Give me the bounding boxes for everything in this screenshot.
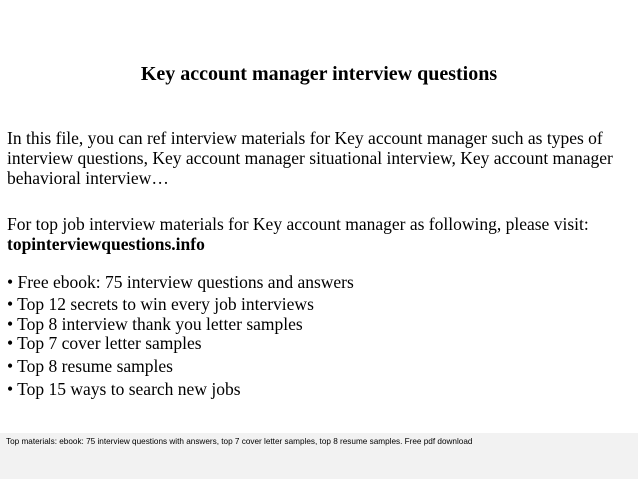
materials-list — [7, 271, 635, 400]
list-item: • Top 7 cover letter samples — [7, 333, 202, 353]
intro-paragraph: In this file, you can ref interview materials for Key account manager such as types of interview questions, Key account manager situational interview, Key account manager behavioral interview… — [7, 128, 613, 188]
list-item: • Top 8 interview thank you letter samples — [7, 314, 303, 334]
visit-text: For top job interview materials for Key account manager as following, please visit: — [7, 214, 589, 234]
list-item: • Top 12 secrets to win every job interviews — [7, 294, 314, 314]
list-item: • Top 8 resume samples — [7, 356, 173, 376]
footer-bar — [0, 433, 638, 479]
list-item: • Top 15 ways to search new jobs — [7, 379, 241, 399]
list-item: • Free ebook: 75 interview questions and answers — [7, 272, 354, 292]
slide-title: Key account manager interview questions — [140, 63, 498, 85]
visit-paragraph — [7, 214, 635, 254]
footer-text: Top materials: ebook: 75 interview questions with answers, top 7 cover letter samples, top 8 resume samples. Free pdf download — [6, 437, 473, 446]
site-link[interactable]: topinterviewquestions.info — [7, 234, 205, 254]
